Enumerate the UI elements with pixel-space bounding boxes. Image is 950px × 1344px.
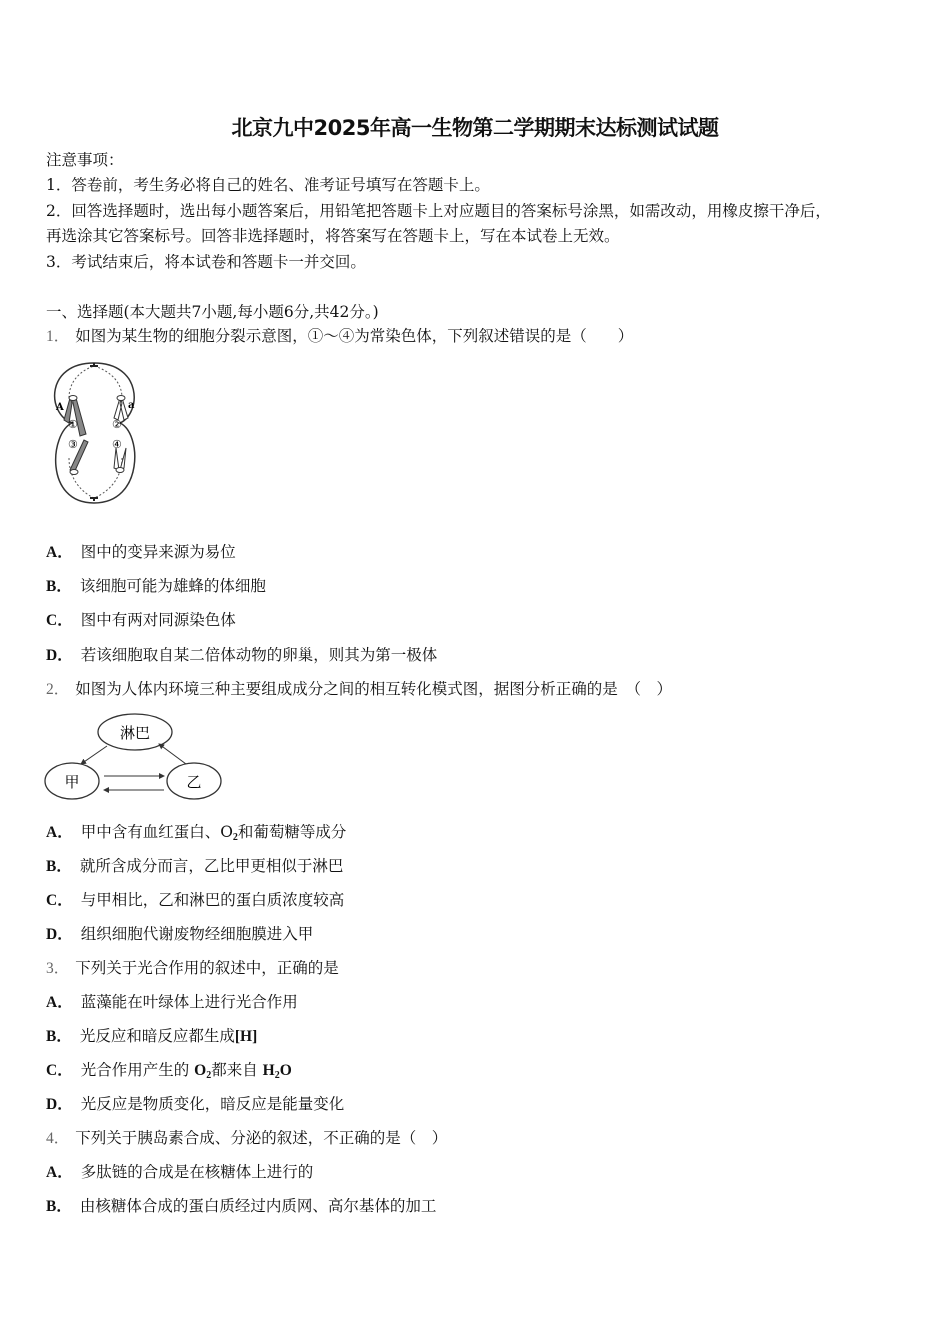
question-1-stem [46, 326, 633, 347]
option [46, 610, 236, 631]
option-label: A． [46, 824, 73, 841]
allele-label-a: a [128, 400, 135, 411]
subscript: 2 [206, 1070, 212, 1081]
cell-division-figure [44, 358, 148, 508]
option [46, 822, 346, 848]
option-text: 与甲相比，乙和淋巴的蛋白质浓度较高 [80, 891, 345, 909]
formula: O [194, 1062, 207, 1079]
option-text: 若该细胞取自某二倍体动物的卵巢，则其为第一极体 [80, 646, 438, 664]
chromosome-label-1: ① [68, 418, 78, 431]
option-label: D． [46, 647, 73, 664]
option-label: A． [46, 544, 73, 561]
option-text: 和葡萄糖等成分 [237, 823, 347, 841]
notice-item: 3．考试结束后，将本试卷和答题卡一并交回。 [46, 253, 366, 271]
subscript: 2 [232, 832, 238, 843]
option-text: 甲中含有血红蛋白、O [80, 823, 233, 841]
option-text: 都来自 [211, 1061, 263, 1079]
formula: [H] [234, 1028, 258, 1045]
notice-item: 再选涂其它答案标号。回答非选择题时，将答案写在答题卡上，写在本试卷上无效。 [46, 227, 620, 245]
notice-item: 1．答卷前，考生务必将自己的姓名、准考证号填写在答题卡上。 [46, 176, 490, 194]
option [46, 1094, 344, 1115]
question-number: 3． [46, 960, 70, 977]
notice-heading: 注意事项： [46, 151, 124, 169]
option [46, 645, 437, 666]
option-text: 多肽链的合成是在核糖体上进行的 [80, 1163, 314, 1181]
option-text: 图中的变异来源为易位 [80, 543, 236, 561]
option-label: A． [46, 1164, 73, 1181]
stem-text: 下列关于胰岛素合成、分泌的叙述，不正确的是（ ） [75, 1129, 448, 1147]
node-lymph: 淋巴 [119, 724, 151, 742]
option-label: C． [46, 1062, 73, 1079]
page-title: 北京九中2025年高一生物第二学期期末达标测试试题 [231, 116, 719, 140]
option [46, 1196, 436, 1217]
option-text: 光反应和暗反应都生成 [79, 1027, 235, 1045]
chromosome-label-4: ④ [112, 438, 122, 451]
option [46, 1060, 292, 1086]
option-text: 由核糖体合成的蛋白质经过内质网、高尔基体的加工 [79, 1197, 437, 1215]
option [46, 576, 266, 597]
option-label: B． [46, 858, 72, 875]
option-label: D． [46, 1096, 73, 1113]
option-label: B． [46, 578, 72, 595]
node-yi: 乙 [186, 773, 202, 791]
question-number: 4． [46, 1130, 70, 1147]
option-text: 蓝藻能在叶绿体上进行光合作用 [80, 993, 298, 1011]
subscript: 2 [274, 1070, 280, 1081]
option-text: 组织细胞代谢废物经细胞膜进入甲 [80, 925, 314, 943]
option [46, 890, 344, 911]
stem-text: 下列关于光合作用的叙述中，正确的是 [75, 959, 339, 977]
chromosome-label-3: ③ [68, 438, 78, 451]
question-2-stem [46, 679, 672, 700]
body-fluid-diagram [44, 710, 224, 804]
option-label: A． [46, 994, 73, 1011]
formula: H [262, 1062, 275, 1079]
node-jia: 甲 [64, 773, 80, 791]
option [46, 1026, 257, 1047]
option-label: B． [46, 1028, 72, 1045]
option-text: 图中有两对同源染色体 [80, 611, 236, 629]
option-text: 光合作用产生的 [80, 1061, 195, 1079]
question-number: 2． [46, 681, 70, 698]
question-4-stem [46, 1128, 447, 1149]
section-heading: 一、选择题(本大题共7小题,每小题6分,共42分。) [46, 303, 379, 321]
option [46, 542, 236, 563]
formula: O [279, 1062, 292, 1079]
stem-text: 如图为某生物的细胞分裂示意图，①～④为常染色体，下列叙述错误的是（ ） [75, 327, 634, 345]
question-number: 1． [46, 328, 70, 345]
option [46, 856, 343, 877]
option-label: C． [46, 612, 73, 629]
allele-label-A: A [56, 402, 64, 413]
option-text: 光反应是物质变化，暗反应是能量变化 [80, 1095, 345, 1113]
option-label: C． [46, 892, 73, 909]
option [46, 992, 298, 1013]
option [46, 1162, 313, 1183]
option-text: 该细胞可能为雄蜂的体细胞 [79, 577, 266, 595]
option [46, 924, 313, 945]
option-label: B． [46, 1198, 72, 1215]
question-3-stem [46, 958, 339, 979]
stem-text: 如图为人体内环境三种主要组成成分之间的相互转化模式图，据图分析正确的是 （ ） [75, 680, 673, 698]
chromosome-label-2: ② [112, 418, 122, 431]
option-label: D． [46, 926, 73, 943]
notice-item: 2．回答选择题时，选出每小题答案后，用铅笔把答题卡上对应题目的答案标号涂黑，如需改动，用橡皮擦干净后， [46, 202, 831, 220]
option-text: 就所含成分而言，乙比甲更相似于淋巴 [79, 857, 344, 875]
